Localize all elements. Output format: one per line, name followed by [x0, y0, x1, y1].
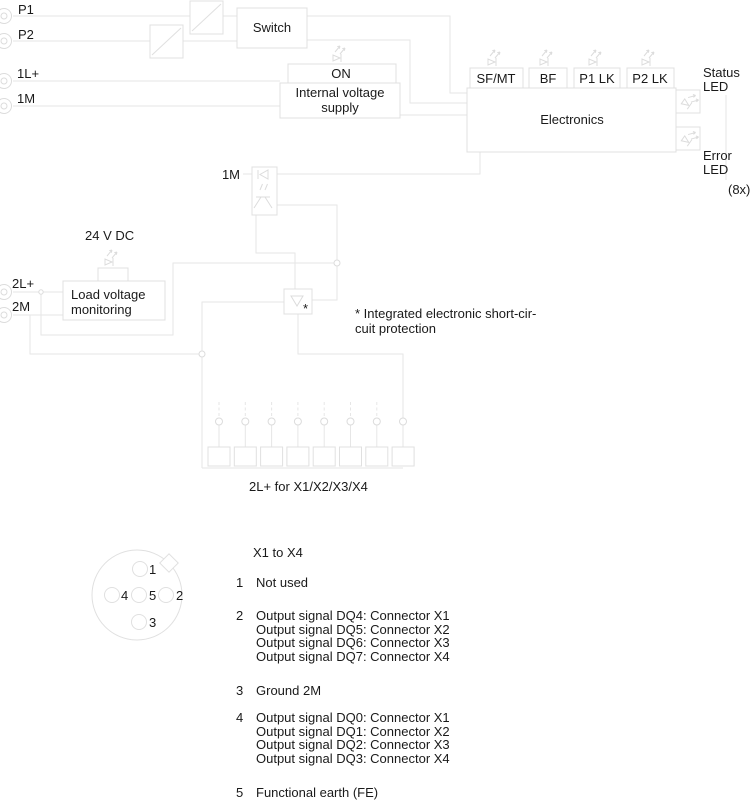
pin-5-label: 5 [149, 588, 157, 603]
connector-pin-1 [133, 562, 148, 577]
2m-label: 2M [12, 299, 31, 314]
wire-channel-dashed [219, 402, 377, 418]
legend-item-num: 4 [236, 710, 244, 725]
sf-mt-label: SF/MT [476, 71, 516, 86]
status-led-label-line2: LED [703, 79, 729, 94]
channel-node [268, 418, 275, 425]
p2-lk-led-icon [642, 50, 654, 66]
legend-item-text [256, 684, 321, 698]
status-led-label-line1: Status [703, 65, 740, 80]
lvm-led-box [98, 268, 128, 281]
legend-item-num: 2 [236, 608, 244, 623]
legend-line: Ground 2M [256, 683, 322, 698]
24vdc-label: 24 V DC [85, 228, 135, 243]
2lplus-label: 2L+ [12, 276, 35, 291]
p1-lk-label: P1 LK [579, 71, 615, 86]
wire-2lplus-to-driver [312, 266, 337, 300]
pin-3-label: 3 [149, 615, 157, 630]
channel-node [216, 418, 223, 425]
1m-mid-label: 1M [221, 167, 240, 182]
pin-2-label: 2 [176, 588, 184, 603]
legend-item-num: 3 [236, 683, 244, 698]
1lplus-label: 1L+ [17, 66, 40, 81]
junction-dot [199, 351, 205, 357]
p1-label: P1 [18, 2, 34, 17]
on-label: ON [331, 66, 351, 81]
legend-item-text [256, 576, 308, 590]
legend-line: Not used [256, 575, 309, 590]
driver-asterisk: * [303, 301, 309, 316]
electronics-label: Electronics [540, 112, 604, 127]
legend-title: X1 to X4 [253, 545, 303, 560]
wire-2m-to-driver [202, 302, 284, 351]
wire-1m-mid [243, 152, 480, 174]
p2-terminal [0, 34, 12, 49]
transformer-icon [190, 1, 223, 34]
bf-led-icon [540, 50, 552, 66]
legend-line: Output signal DQ7: Connector X4 [256, 648, 450, 664]
pin-4-label: 4 [121, 588, 129, 603]
on-led-icon [333, 46, 345, 62]
1m-label: 1M [17, 91, 36, 106]
pin-1-label: 1 [149, 562, 157, 577]
rail-label: 2L+ for X1/X2/X3/X4 [249, 479, 368, 494]
count-8x-label: (8x) [728, 182, 751, 197]
channel-node [321, 418, 328, 425]
wire-channel-stubs [219, 425, 377, 447]
1m-terminal [0, 99, 12, 114]
legend-line: Output signal DQ6: Connector X3 [256, 635, 450, 650]
channel-node [294, 418, 301, 425]
legend-item-num: 5 [236, 785, 244, 800]
error-led-label-line1: Error [703, 148, 732, 163]
p2-lk-label: P2 LK [632, 71, 668, 86]
connector-pin-2 [159, 588, 174, 603]
ivs-label-line1: Internal voltage [295, 85, 385, 100]
connector-pin-5 [132, 588, 147, 603]
note-line2: cuit protection [355, 321, 436, 336]
transformer-icon [150, 25, 183, 58]
left-terminals [0, 9, 12, 323]
ivs-label-line2: supply [321, 100, 359, 115]
legend-line: Output signal DQ5: Connector X2 [256, 621, 450, 637]
2m-terminal [0, 308, 12, 323]
connector-pin-3 [132, 615, 147, 630]
legend-line: Output signal DQ0: Connector X1 [256, 710, 450, 725]
legend-line: Output signal DQ1: Connector X2 [256, 723, 450, 739]
wire-opto-out-left [256, 215, 295, 289]
sf-mt-led-icon [488, 50, 500, 66]
junction-dot [334, 260, 340, 266]
1lplus-terminal [0, 74, 12, 89]
channel-node [242, 418, 249, 425]
connector-pin-4 [105, 588, 120, 603]
channel-node [373, 418, 380, 425]
2lplus-terminal [0, 285, 12, 300]
p1-terminal [0, 9, 12, 24]
lvm-label-line2: monitoring [71, 302, 132, 317]
lvm-label-line1: Load voltage [71, 287, 146, 302]
error-led-label-line2: LED [703, 162, 729, 177]
legend-item-text [256, 786, 378, 800]
24v-led-icon [105, 250, 117, 266]
wire-opto-out-right [277, 205, 337, 260]
channel-node [347, 418, 354, 425]
switch-label: Switch [252, 20, 292, 35]
legend-item-text [256, 609, 450, 663]
legend-item-text [256, 711, 450, 765]
output-terminal-rects [208, 447, 414, 466]
legend-line: Output signal DQ2: Connector X3 [256, 737, 450, 752]
note-line1: * Integrated electronic short-cir- [355, 306, 537, 321]
channel-node [400, 418, 407, 425]
legend-line: Functional earth (FE) [256, 785, 379, 800]
p1-lk-led-icon [589, 50, 601, 66]
junction-dot [39, 290, 43, 294]
optocoupler-block [252, 167, 277, 215]
bf-label: BF [539, 71, 557, 86]
legend-item-num: 1 [236, 575, 244, 590]
connector-pinout [92, 550, 182, 640]
p2-label: P2 [18, 27, 34, 42]
legend-line: Output signal DQ3: Connector X4 [256, 750, 450, 766]
legend-line: Output signal DQ4: Connector X1 [256, 608, 450, 623]
